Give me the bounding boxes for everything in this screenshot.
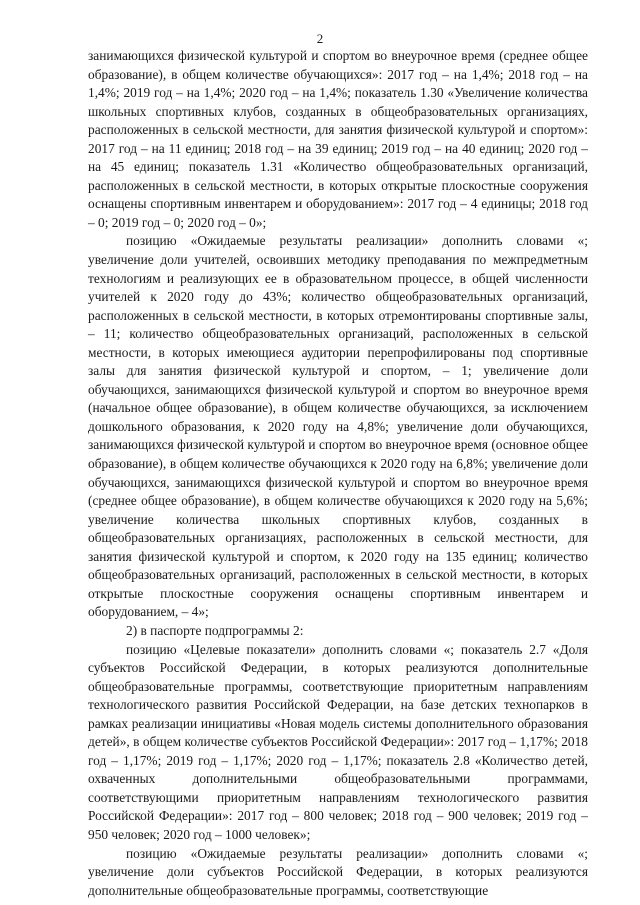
document-body [88, 47, 588, 900]
paragraph-subprogram-2-passport: 2) в паспорте подпрограммы 2: [126, 622, 304, 638]
paragraph-expected-results-subprogram-1: позицию «Ожидаемые результаты реализации» дополнить словами «; увеличение доли учителей, освоивших методику преподавания по межпредметным технологиям и реализующих ее в образовательном процессе, в общей численности учителей к 2020 году до 43%; количество общеобразовательных организаций, расположенных в сельской местности, в которых отремонтированы спортивные залы, – 11; количество общеобразовательных организаций, расположенных в сельской местности, в которых имеющиеся аудитории перепрофилированы под спортивные залы для занятия физической культурой и спортом, – 1; увеличение доли обучающихся, занимающихся физической культурой и спортом во внеурочное время (начальное общее образование), в общем количестве обучающихся, за исключением дошкольного образования, к 2020 году на 4,8%; увеличение доли обучающихся, занимающихся физической культурой и спортом во внеурочное время (основное общее образование), в общем количестве обучающихся к 2020 году на 6,8%; увеличение доли обучающихся, занимающихся физической культурой и спортом во внеурочное время (среднее общее образование), в общем количестве обучающихся к 2020 году на 5,6%; увеличение количества школьных спортивных клубов, созданных в общеобразовательных организациях, расположенных в сельской местности, для занятия физической культурой и спортом, к 2020 году на 135 единиц; количество общеобразовательных организаций, расположенных в сельской местности, в которых открытые плоскостные сооружения оснащены спортивным инвентарем и оборудованием, – 4»; [88, 233, 588, 620]
page-number: 2 [316, 31, 324, 46]
paragraph-continuation: занимающихся физической культурой и спортом во внеурочное время (среднее общее образование), в общем количестве обучающихся»: 2017 год – на 1,4%; 2018 год – на 1,4%; 2019 год – на 1,4%; 2020 год – на 1,4%; показатель 1.30 «Увеличение количества школьных спортивных клубов, созданных в общеобразовательных организациях, расположенных в сельской местности, для занятия физической культурой и спортом»: 2017 год – на 11 единиц; 2018 год – на 39 единиц; 2019 год – на 40 единиц; 2020 год – на 45 единиц; показатель 1.31 «Количество общеобразовательных организаций, расположенных в сельской местности, в которых открытые плоскостные сооружения оснащены спортивным инвентарем и оборудованием»: 2017 год – 4 единицы; 2018 год – 0; 2019 год – 0; 2020 год – 0»; [88, 48, 588, 230]
paragraph-target-indicators: позицию «Целевые показатели» дополнить словами «; показатель 2.7 «Доля субъектов Российской Федерации, в которых реализуются дополнительные общеобразовательные программы, соответствующие приоритетным направлениям технологического развития Российской Федерации, на базе детских технопарков в рамках реализации инициативы «Новая модель системы дополнительного образования детей», в общем количестве субъектов Российской Федерации»: 2017 год – 1,17%; 2018 год – 1,17%; 2019 год – 1,17%; 2020 год – 1,17%; показатель 2.8 «Количество детей, охваченных дополнительными общеобразовательными программами, соответствующими приоритетным направлениям технологического развития Российской Федерации»: 2017 год – 800 человек; 2018 год – 900 человек; 2019 год – 950 человек; 2020 год – 1000 человек»; [88, 641, 588, 842]
paragraph-expected-results-subprogram-2: позицию «Ожидаемые результаты реализации» дополнить словами «; увеличение доли субъектов Российской Федерации, в которых реализуются дополнительные общеобразовательные программы, соответствующие [88, 845, 588, 898]
